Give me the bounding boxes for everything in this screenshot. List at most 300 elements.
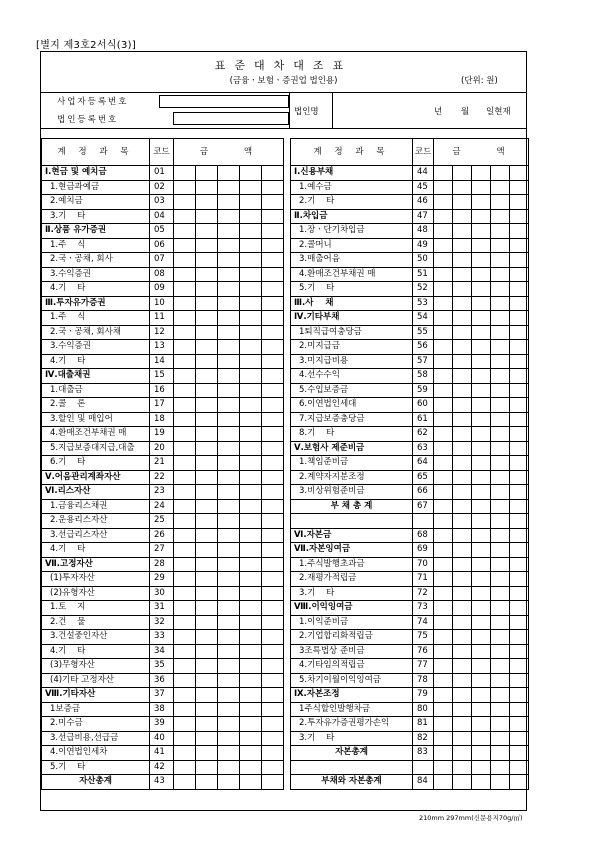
amount-cell[interactable]: [218, 528, 240, 543]
amount-cell[interactable]: [434, 195, 453, 210]
amount-cell[interactable]: [174, 746, 196, 761]
amount-cell[interactable]: [240, 224, 262, 239]
amount-cell[interactable]: [510, 282, 529, 297]
amount-cell[interactable]: [196, 470, 218, 485]
amount-cell[interactable]: [218, 398, 240, 413]
amount-cell[interactable]: [196, 746, 218, 761]
amount-cell[interactable]: [434, 514, 453, 529]
amount-cell[interactable]: [510, 166, 529, 181]
amount-cell[interactable]: [472, 166, 491, 181]
amount-cell[interactable]: [472, 673, 491, 688]
amount-cell[interactable]: [196, 441, 218, 456]
amount-cell[interactable]: [510, 383, 529, 398]
amount-cell[interactable]: [174, 456, 196, 471]
amount-cell[interactable]: [262, 470, 284, 485]
amount-cell[interactable]: [453, 383, 472, 398]
amount-cell[interactable]: [218, 499, 240, 514]
amount-cell[interactable]: [240, 688, 262, 703]
amount-cell[interactable]: [491, 572, 510, 587]
amount-cell[interactable]: [510, 557, 529, 572]
amount-cell[interactable]: [262, 557, 284, 572]
amount-cell[interactable]: [491, 325, 510, 340]
amount-cell[interactable]: [510, 427, 529, 442]
amount-cell[interactable]: [174, 514, 196, 529]
amount-cell[interactable]: [196, 340, 218, 355]
amount-cell[interactable]: [491, 441, 510, 456]
amount-cell[interactable]: [472, 398, 491, 413]
amount-cell[interactable]: [491, 427, 510, 442]
amount-cell[interactable]: [472, 586, 491, 601]
amount-cell[interactable]: [240, 267, 262, 282]
amount-cell[interactable]: [196, 253, 218, 268]
amount-cell[interactable]: [262, 195, 284, 210]
amount-cell[interactable]: [196, 514, 218, 529]
amount-cell[interactable]: [434, 383, 453, 398]
amount-cell[interactable]: [174, 441, 196, 456]
amount-cell[interactable]: [196, 499, 218, 514]
amount-cell[interactable]: [196, 688, 218, 703]
amount-cell[interactable]: [218, 427, 240, 442]
amount-cell[interactable]: [196, 296, 218, 311]
amount-cell[interactable]: [510, 702, 529, 717]
amount-cell[interactable]: [491, 543, 510, 558]
amount-cell[interactable]: [196, 659, 218, 674]
amount-cell[interactable]: [434, 485, 453, 500]
amount-cell[interactable]: [472, 209, 491, 224]
amount-cell[interactable]: [240, 528, 262, 543]
amount-cell[interactable]: [174, 702, 196, 717]
amount-cell[interactable]: [472, 282, 491, 297]
amount-cell[interactable]: [472, 775, 491, 790]
amount-cell[interactable]: [196, 427, 218, 442]
amount-cell[interactable]: [472, 383, 491, 398]
amount-cell[interactable]: [174, 775, 196, 790]
amount-cell[interactable]: [510, 412, 529, 427]
amount-cell[interactable]: [453, 543, 472, 558]
amount-cell[interactable]: [472, 325, 491, 340]
amount-cell[interactable]: [491, 340, 510, 355]
amount-cell[interactable]: [510, 441, 529, 456]
amount-cell[interactable]: [453, 499, 472, 514]
amount-cell[interactable]: [453, 369, 472, 384]
amount-cell[interactable]: [174, 543, 196, 558]
amount-cell[interactable]: [510, 688, 529, 703]
amount-cell[interactable]: [472, 644, 491, 659]
amount-cell[interactable]: [472, 238, 491, 253]
amount-cell[interactable]: [262, 253, 284, 268]
amount-cell[interactable]: [491, 238, 510, 253]
amount-cell[interactable]: [196, 166, 218, 181]
amount-cell[interactable]: [240, 383, 262, 398]
amount-cell[interactable]: [510, 543, 529, 558]
amount-cell[interactable]: [434, 673, 453, 688]
amount-cell[interactable]: [218, 760, 240, 775]
amount-cell[interactable]: [240, 238, 262, 253]
amount-cell[interactable]: [453, 253, 472, 268]
amount-cell[interactable]: [196, 775, 218, 790]
amount-cell[interactable]: [510, 485, 529, 500]
amount-cell[interactable]: [491, 717, 510, 732]
amount-cell[interactable]: [262, 412, 284, 427]
amount-cell[interactable]: [240, 427, 262, 442]
amount-cell[interactable]: [453, 630, 472, 645]
amount-cell[interactable]: [218, 572, 240, 587]
amount-cell[interactable]: [510, 267, 529, 282]
amount-cell[interactable]: [453, 282, 472, 297]
amount-cell[interactable]: [472, 456, 491, 471]
amount-cell[interactable]: [218, 514, 240, 529]
amount-cell[interactable]: [453, 557, 472, 572]
amount-cell[interactable]: [510, 644, 529, 659]
amount-cell[interactable]: [218, 731, 240, 746]
amount-cell[interactable]: [174, 470, 196, 485]
amount-cell[interactable]: [196, 485, 218, 500]
amount-cell[interactable]: [491, 456, 510, 471]
amount-cell[interactable]: [174, 528, 196, 543]
amount-cell[interactable]: [472, 369, 491, 384]
amount-cell[interactable]: [453, 166, 472, 181]
amount-cell[interactable]: [510, 296, 529, 311]
biz-reg-no-field[interactable]: [159, 95, 289, 108]
amount-cell[interactable]: [174, 166, 196, 181]
amount-cell[interactable]: [240, 282, 262, 297]
amount-cell[interactable]: [218, 166, 240, 181]
amount-cell[interactable]: [472, 702, 491, 717]
amount-cell[interactable]: [174, 659, 196, 674]
amount-cell[interactable]: [240, 325, 262, 340]
amount-cell[interactable]: [218, 238, 240, 253]
amount-cell[interactable]: [453, 572, 472, 587]
amount-cell[interactable]: [174, 180, 196, 195]
amount-cell[interactable]: [218, 615, 240, 630]
amount-cell[interactable]: [240, 731, 262, 746]
amount-cell[interactable]: [262, 340, 284, 355]
amount-cell[interactable]: [453, 673, 472, 688]
amount-cell[interactable]: [453, 325, 472, 340]
amount-cell[interactable]: [240, 166, 262, 181]
amount-cell[interactable]: [491, 398, 510, 413]
amount-cell[interactable]: [510, 572, 529, 587]
amount-cell[interactable]: [240, 311, 262, 326]
amount-cell[interactable]: [472, 601, 491, 616]
amount-cell[interactable]: [510, 311, 529, 326]
amount-cell[interactable]: [262, 760, 284, 775]
amount-cell[interactable]: [453, 238, 472, 253]
amount-cell[interactable]: [196, 369, 218, 384]
amount-cell[interactable]: [218, 630, 240, 645]
amount-cell[interactable]: [262, 630, 284, 645]
amount-cell[interactable]: [218, 282, 240, 297]
amount-cell[interactable]: [491, 615, 510, 630]
amount-cell[interactable]: [196, 398, 218, 413]
amount-cell[interactable]: [472, 441, 491, 456]
amount-cell[interactable]: [472, 659, 491, 674]
amount-cell[interactable]: [491, 166, 510, 181]
amount-cell[interactable]: [453, 688, 472, 703]
amount-cell[interactable]: [218, 209, 240, 224]
amount-cell[interactable]: [262, 586, 284, 601]
amount-cell[interactable]: [472, 195, 491, 210]
amount-cell[interactable]: [491, 557, 510, 572]
amount-cell[interactable]: [510, 195, 529, 210]
amount-cell[interactable]: [218, 412, 240, 427]
amount-cell[interactable]: [174, 731, 196, 746]
amount-cell[interactable]: [196, 586, 218, 601]
amount-cell[interactable]: [453, 615, 472, 630]
amount-cell[interactable]: [472, 731, 491, 746]
amount-cell[interactable]: [434, 166, 453, 181]
amount-cell[interactable]: [472, 485, 491, 500]
amount-cell[interactable]: [434, 398, 453, 413]
amount-cell[interactable]: [240, 412, 262, 427]
amount-cell[interactable]: [434, 238, 453, 253]
amount-cell[interactable]: [196, 760, 218, 775]
amount-cell[interactable]: [218, 485, 240, 500]
amount-cell[interactable]: [240, 717, 262, 732]
amount-cell[interactable]: [196, 456, 218, 471]
amount-cell[interactable]: [472, 514, 491, 529]
amount-cell[interactable]: [472, 224, 491, 239]
amount-cell[interactable]: [491, 499, 510, 514]
amount-cell[interactable]: [196, 572, 218, 587]
amount-cell[interactable]: [510, 717, 529, 732]
amount-cell[interactable]: [434, 731, 453, 746]
amount-cell[interactable]: [453, 644, 472, 659]
amount-cell[interactable]: [262, 528, 284, 543]
amount-cell[interactable]: [472, 180, 491, 195]
amount-cell[interactable]: [434, 441, 453, 456]
amount-cell[interactable]: [218, 601, 240, 616]
amount-cell[interactable]: [491, 601, 510, 616]
amount-cell[interactable]: [434, 528, 453, 543]
amount-cell[interactable]: [218, 296, 240, 311]
amount-cell[interactable]: [472, 717, 491, 732]
amount-cell[interactable]: [218, 325, 240, 340]
amount-cell[interactable]: [491, 485, 510, 500]
amount-cell[interactable]: [434, 775, 453, 790]
amount-cell[interactable]: [174, 340, 196, 355]
amount-cell[interactable]: [491, 760, 510, 775]
amount-cell[interactable]: [240, 209, 262, 224]
amount-cell[interactable]: [174, 485, 196, 500]
amount-cell[interactable]: [240, 659, 262, 674]
amount-cell[interactable]: [196, 673, 218, 688]
amount-cell[interactable]: [196, 238, 218, 253]
amount-cell[interactable]: [510, 340, 529, 355]
amount-cell[interactable]: [472, 688, 491, 703]
amount-cell[interactable]: [262, 659, 284, 674]
amount-cell[interactable]: [174, 644, 196, 659]
amount-cell[interactable]: [262, 746, 284, 761]
amount-cell[interactable]: [196, 615, 218, 630]
amount-cell[interactable]: [262, 775, 284, 790]
amount-cell[interactable]: [434, 644, 453, 659]
amount-cell[interactable]: [434, 325, 453, 340]
amount-cell[interactable]: [453, 470, 472, 485]
amount-cell[interactable]: [262, 354, 284, 369]
amount-cell[interactable]: [491, 224, 510, 239]
amount-cell[interactable]: [453, 659, 472, 674]
amount-cell[interactable]: [510, 731, 529, 746]
amount-cell[interactable]: [453, 296, 472, 311]
amount-cell[interactable]: [218, 673, 240, 688]
amount-cell[interactable]: [196, 543, 218, 558]
amount-cell[interactable]: [491, 702, 510, 717]
amount-cell[interactable]: [434, 543, 453, 558]
amount-cell[interactable]: [434, 282, 453, 297]
amount-cell[interactable]: [453, 195, 472, 210]
amount-cell[interactable]: [240, 746, 262, 761]
amount-cell[interactable]: [491, 528, 510, 543]
amount-cell[interactable]: [196, 282, 218, 297]
amount-cell[interactable]: [262, 456, 284, 471]
amount-cell[interactable]: [453, 267, 472, 282]
amount-cell[interactable]: [218, 586, 240, 601]
amount-cell[interactable]: [262, 311, 284, 326]
amount-cell[interactable]: [240, 180, 262, 195]
amount-cell[interactable]: [434, 601, 453, 616]
amount-cell[interactable]: [174, 557, 196, 572]
amount-cell[interactable]: [218, 354, 240, 369]
amount-cell[interactable]: [491, 673, 510, 688]
amount-cell[interactable]: [196, 311, 218, 326]
amount-cell[interactable]: [174, 499, 196, 514]
amount-cell[interactable]: [240, 296, 262, 311]
amount-cell[interactable]: [491, 267, 510, 282]
amount-cell[interactable]: [240, 354, 262, 369]
amount-cell[interactable]: [453, 311, 472, 326]
amount-cell[interactable]: [491, 659, 510, 674]
amount-cell[interactable]: [453, 209, 472, 224]
amount-cell[interactable]: [240, 557, 262, 572]
amount-cell[interactable]: [262, 702, 284, 717]
amount-cell[interactable]: [510, 528, 529, 543]
amount-cell[interactable]: [218, 543, 240, 558]
amount-cell[interactable]: [174, 224, 196, 239]
amount-cell[interactable]: [434, 311, 453, 326]
amount-cell[interactable]: [491, 586, 510, 601]
corp-reg-no-field[interactable]: [173, 112, 289, 125]
amount-cell[interactable]: [262, 296, 284, 311]
amount-cell[interactable]: [240, 775, 262, 790]
amount-cell[interactable]: [262, 224, 284, 239]
amount-cell[interactable]: [174, 398, 196, 413]
amount-cell[interactable]: [510, 369, 529, 384]
amount-cell[interactable]: [240, 615, 262, 630]
amount-cell[interactable]: [434, 340, 453, 355]
amount-cell[interactable]: [240, 601, 262, 616]
amount-cell[interactable]: [240, 586, 262, 601]
amount-cell[interactable]: [240, 543, 262, 558]
amount-cell[interactable]: [218, 746, 240, 761]
amount-cell[interactable]: [434, 180, 453, 195]
amount-cell[interactable]: [262, 615, 284, 630]
amount-cell[interactable]: [510, 253, 529, 268]
amount-cell[interactable]: [434, 572, 453, 587]
amount-cell[interactable]: [510, 514, 529, 529]
amount-cell[interactable]: [434, 630, 453, 645]
amount-cell[interactable]: [262, 572, 284, 587]
amount-cell[interactable]: [510, 224, 529, 239]
amount-cell[interactable]: [453, 601, 472, 616]
amount-cell[interactable]: [491, 180, 510, 195]
amount-cell[interactable]: [453, 180, 472, 195]
amount-cell[interactable]: [510, 398, 529, 413]
amount-cell[interactable]: [434, 369, 453, 384]
amount-cell[interactable]: [240, 398, 262, 413]
amount-cell[interactable]: [434, 209, 453, 224]
amount-cell[interactable]: [174, 717, 196, 732]
amount-cell[interactable]: [218, 267, 240, 282]
amount-cell[interactable]: [510, 775, 529, 790]
amount-cell[interactable]: [510, 354, 529, 369]
amount-cell[interactable]: [174, 267, 196, 282]
amount-cell[interactable]: [196, 630, 218, 645]
amount-cell[interactable]: [174, 296, 196, 311]
amount-cell[interactable]: [262, 369, 284, 384]
amount-cell[interactable]: [510, 456, 529, 471]
amount-cell[interactable]: [491, 383, 510, 398]
amount-cell[interactable]: [434, 456, 453, 471]
amount-cell[interactable]: [434, 760, 453, 775]
amount-cell[interactable]: [434, 557, 453, 572]
amount-cell[interactable]: [262, 601, 284, 616]
amount-cell[interactable]: [196, 557, 218, 572]
amount-cell[interactable]: [218, 775, 240, 790]
amount-cell[interactable]: [491, 775, 510, 790]
amount-cell[interactable]: [262, 543, 284, 558]
amount-cell[interactable]: [174, 601, 196, 616]
amount-cell[interactable]: [218, 224, 240, 239]
amount-cell[interactable]: [262, 717, 284, 732]
amount-cell[interactable]: [434, 659, 453, 674]
amount-cell[interactable]: [434, 746, 453, 761]
amount-cell[interactable]: [453, 354, 472, 369]
amount-cell[interactable]: [262, 238, 284, 253]
amount-cell[interactable]: [262, 644, 284, 659]
amount-cell[interactable]: [472, 499, 491, 514]
amount-cell[interactable]: [472, 528, 491, 543]
amount-cell[interactable]: [491, 746, 510, 761]
amount-cell[interactable]: [174, 688, 196, 703]
amount-cell[interactable]: [510, 659, 529, 674]
amount-cell[interactable]: [262, 427, 284, 442]
amount-cell[interactable]: [174, 369, 196, 384]
amount-cell[interactable]: [453, 398, 472, 413]
amount-cell[interactable]: [472, 253, 491, 268]
amount-cell[interactable]: [218, 311, 240, 326]
amount-cell[interactable]: [472, 354, 491, 369]
amount-cell[interactable]: [453, 456, 472, 471]
amount-cell[interactable]: [472, 543, 491, 558]
amount-cell[interactable]: [453, 340, 472, 355]
amount-cell[interactable]: [174, 615, 196, 630]
amount-cell[interactable]: [218, 195, 240, 210]
amount-cell[interactable]: [434, 586, 453, 601]
amount-cell[interactable]: [453, 775, 472, 790]
amount-cell[interactable]: [240, 485, 262, 500]
amount-cell[interactable]: [240, 369, 262, 384]
amount-cell[interactable]: [510, 630, 529, 645]
amount-cell[interactable]: [218, 383, 240, 398]
amount-cell[interactable]: [491, 644, 510, 659]
amount-cell[interactable]: [472, 296, 491, 311]
amount-cell[interactable]: [472, 267, 491, 282]
amount-cell[interactable]: [240, 760, 262, 775]
amount-cell[interactable]: [453, 746, 472, 761]
amount-cell[interactable]: [218, 557, 240, 572]
amount-cell[interactable]: [174, 412, 196, 427]
